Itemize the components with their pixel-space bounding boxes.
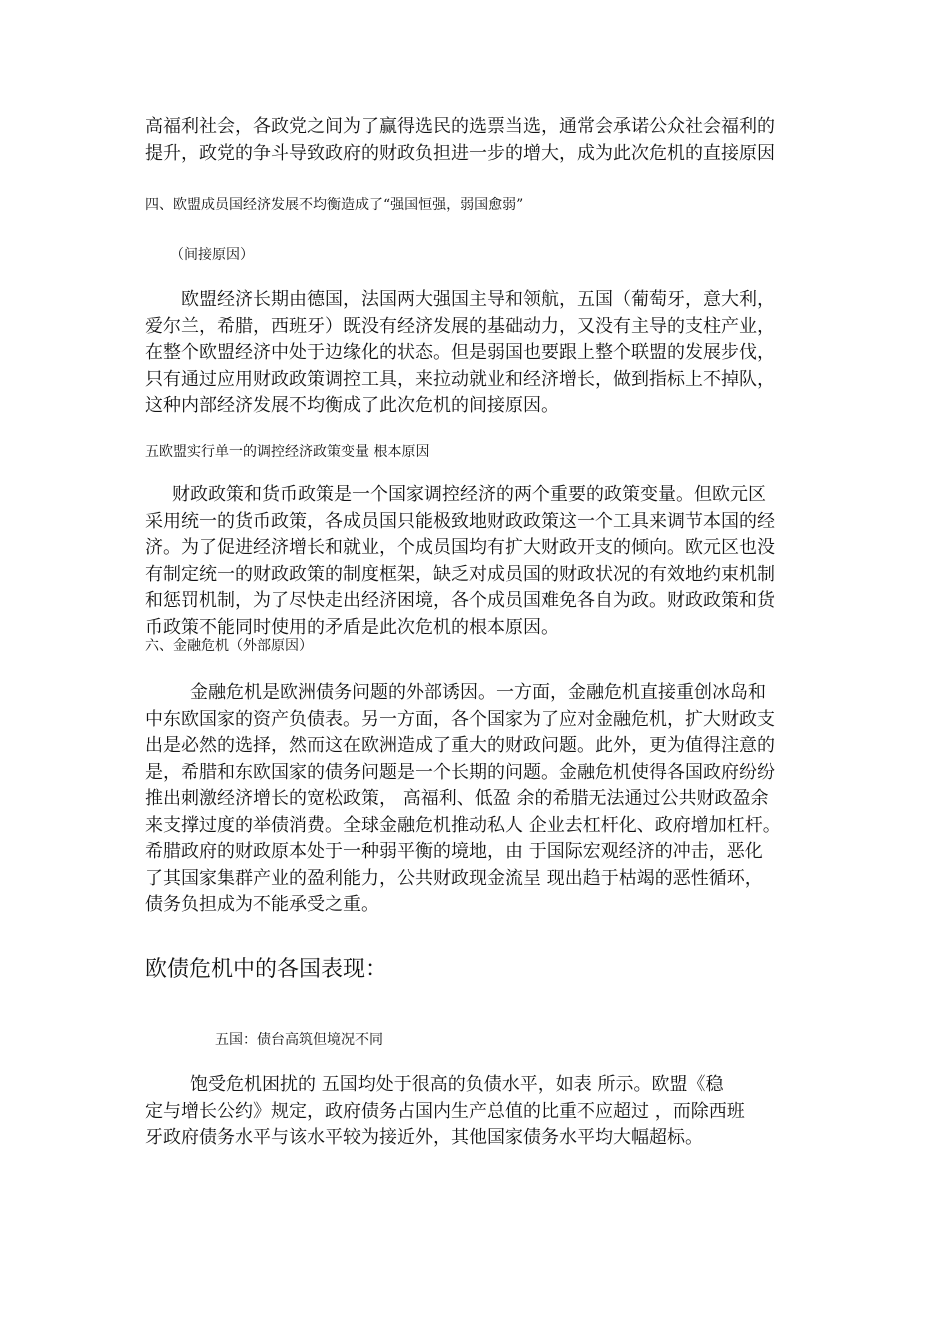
text-line: 爱尔兰，希腊，西班牙）既没有经济发展的基础动力，又没有主导的支柱产业， (145, 315, 775, 337)
paragraph-single-policy (145, 482, 810, 641)
text-line: 这种内部经济发展不均衡成了此次危机的间接原因。 (145, 395, 559, 416)
text-line: 和惩罚机制，为了尽快走出经济困境，各个成员国难免各自为政。财政政策和货 (145, 590, 775, 611)
heading-section-5: 五欧盟实行单一的调控经济政策变量 根本原因 (145, 444, 430, 460)
text-line: 牙政府债务水平与该水平较为接近外，其他国家债务水平均大幅超标。 (145, 1127, 703, 1148)
text-line: 只有通过应用财政政策调控工具，来拉动就业和经济增长，做到指标上不掉队， (145, 368, 775, 390)
paragraph-financial-crisis (145, 680, 810, 919)
text-line: 定与增长公约》规定，政府债务占国内生产总值的比重不应超过 ，而除西班 (145, 1100, 745, 1122)
text-line: 饱受危机困扰的 五国均处于很高的负债水平，如表 所示。欧盟《稳 (190, 1074, 724, 1095)
text-line: 了其国家集群产业的盈利能力，公共财政现金流呈 现出趋于枯竭的恶性循环， (145, 867, 763, 889)
subheading-five-countries: 五国：债台高筑但境况不同 (215, 1032, 383, 1048)
text-line: 采用统一的货币政策，各成员国只能极致地财政政策这一个工具来调节本国的经 (145, 510, 775, 532)
paragraph-imbalance (145, 287, 810, 420)
text-line: 提升，政党的争斗导致政府的财政负担进一步的增大，成为此次危机的直接原因 (145, 142, 775, 164)
text-line: 来支撑过度的举债消费。全球金融危机推动私人 企业去杠杆化、政府增加杠杆。 (145, 814, 781, 836)
text-line: 推出刺激经济增长的宽松政策， 高福利、低盈 余的希腊无法通过公共财政盈余 (145, 788, 769, 809)
heading-section-6: 六、金融危机（外部原因） (145, 638, 313, 654)
text-line: 高福利社会，各政党之间为了赢得选民的选票当选，通常会承诺公众社会福利的 (145, 116, 775, 137)
text-line: 债务负担成为不能承受之重。 (145, 894, 379, 915)
heading-section-4: 四、欧盟成员国经济发展不均衡造成了“强国恒强，弱国愈弱” (145, 197, 524, 213)
text-line: 是，希腊和东欧国家的债务问题是一个长期的问题。金融危机使得各国政府纷纷 (145, 761, 775, 783)
paragraph-welfare-cause (145, 114, 810, 167)
text-line: 财政政策和货币政策是一个国家调控经济的两个重要的政策变量。但欧元区 (172, 484, 766, 505)
text-line: 金融危机是欧洲债务问题的外部诱因。一方面，金融危机直接重创冰岛和 (190, 682, 766, 703)
section-title-country-performance: 欧债危机中的各国表现： (145, 957, 388, 982)
paragraph-debt-levels (145, 1072, 810, 1152)
text-line: 欧盟经济长期由德国，法国两大强国主导和领航，五国（葡萄牙，意大利， (181, 289, 775, 310)
text-line: 中东欧国家的资产负债表。另一方面，各个国家为了应对金融危机，扩大财政支 (145, 708, 775, 730)
heading-section-4-note: （间接原因） (170, 247, 254, 263)
text-line: 在整个欧盟经济中处于边缘化的状态。但是弱国也要跟上整个联盟的发展步伐， (145, 342, 775, 363)
text-line: 济。为了促进经济增长和就业，个成员国均有扩大财政开支的倾向。欧元区也没 (145, 537, 775, 558)
text-line: 币政策不能同时使用的矛盾是此次危机的根本原因。 (145, 616, 559, 638)
text-line: 出是必然的选择，然而这在欧洲造成了重大的财政问题。此外，更为值得注意的 (145, 735, 775, 756)
text-line: 希腊政府的财政原本处于一种弱平衡的境地，由 于国际宏观经济的冲击，恶化 (145, 841, 763, 862)
text-line: 有制定统一的财政政策的制度框架，缺乏对成员国的财政状况的有效地约束机制 (145, 563, 775, 585)
